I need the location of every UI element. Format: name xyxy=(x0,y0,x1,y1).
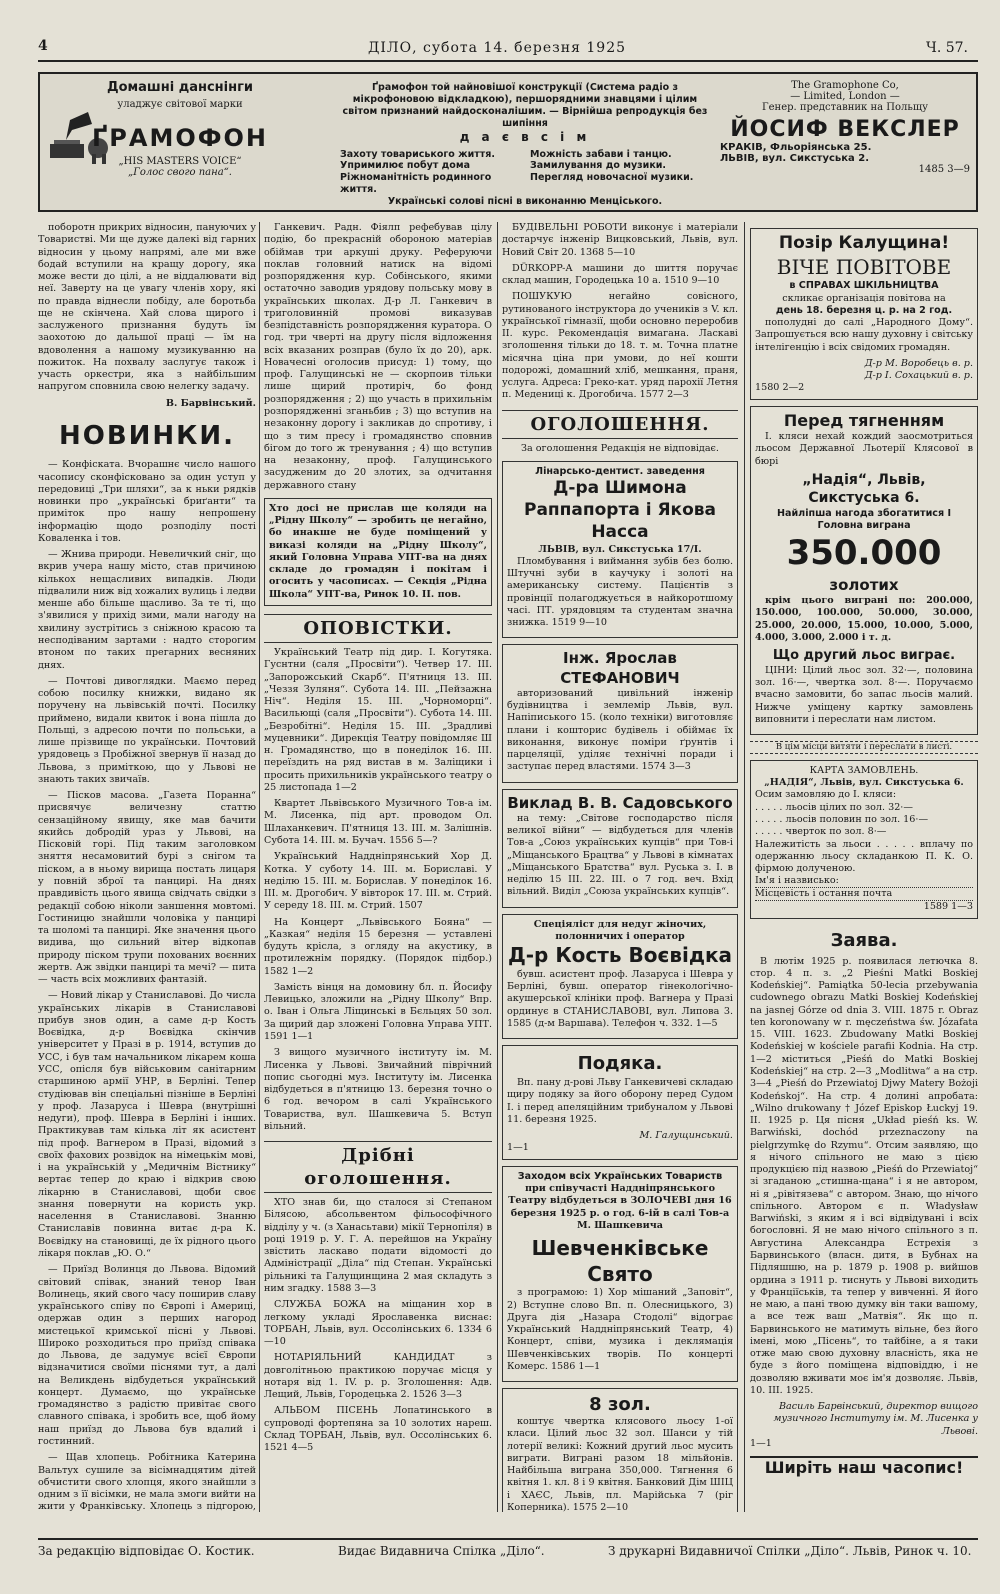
small-ad: СЛУЖБА БОЖА на міщанин хор в легкому укладі Ярославенка виснає: ТОРБАН, Львів, вул. Оссолінських 6. 1334 6—10 xyxy=(264,1299,492,1348)
lecture-heading: Виклад В. В. Садовського xyxy=(507,793,733,812)
news-item: — Почтові дивоглядки. Маємо перед собою посилку книжки, видано як поручену на львівській почті. Посилку приймено, видали квиток і вона пішла до Польщі, з адресою почти по польськи, а лише прізвище по українськи. Почтовий урядовець з Пробіжної звернув її назад до Львова, з приміткою, що у Львові не знають таких звичаїв. xyxy=(38,675,256,785)
article-signature: В. Барвінський. xyxy=(165,397,256,409)
masthead-title: ДІЛО, субота 14. березня 1925 xyxy=(368,40,627,56)
shevchenko-program: з програмою: 1) Хор мішаний „Заповіт“, 2) Вступне слово Вп. п. Олесницького, 3) Друга дія „Назара Стодолі“ відограє Український Наддніпрянський Театр, 4) Концерт, співи, музика і деклямація Шевченківських творів. По концерті Комерс. 1586 1—1 xyxy=(507,1287,733,1372)
declaration-text: В лютім 1925 р. появилася летючка 8. стор. 4 п. з. „2 Pieśni Matki Boskiej Kodeńskiej“. Pamiątka 50-lecia przebywania cudownego obrazu Matki Boskiej Kodeńskiej na jasnej Górze od dnia 3. VIII. 1875 r. Obraz ten koronowany w r. męczeństwa św. Józafata 15. VIII. 1623. Zbudowany Matki Boskiej Kodeńskiej w kościele parafii Kodnia. На стр. 1—2 міститься „Pieśń do Matki Boskiej Kodeńskiej“ на стр. 2—3 „Modlitwa“ а на стр. 3—4 „Pieśń do Przewiatoj Djwy Matery Bożoji Kodeńskoj“. На стр. 4 долині апробата: „Wilno drukowany † Józef Episkop Łuckyj 19. II. 1925 р. Ця пісня „Układ pieśń ks. W. Barwiński, dochód przeznaczony na pielgrzymkę do Rzymu“. Отсим заявляю, що я нічого спільного не маю з цією продукцією під назвою „Pieśń do Przewiatoj“ зі згаданою „стишна-щана“ і я не автором, ні я „рівітязева“ с автором. Знаю, що нічого спільного. Автором є п. Władysław Barwiński, з яким я і всі відвідувані і всіх богословні. Я не маю нічого спільного з п. Августина Александра Естрехія з Барвинського (власн. дитя, в Бубнах на Підляшшю, на р. 1879 р. 1908 р. вийшов ордина з 1911 р. тиснуть у Львові виходить у Франціїськів, та тепер у вивченні. Я його не маю, а пані твою думку він таки вашому, а все теж ваш „Матвія“. Як що п. Барвинського не матимуть вільне, без його імені, мою „Пісень“, то тайбіне, а я таки отже маю свою духовну власність, яка не буде з його поміщена відповіддю, і не дозволяю вживати моє ім'я дозволяє. Львів, 10. ІІІ. 1925. xyxy=(750,955,978,1396)
nadia-name: „Надія“, Львів, Сикстуська 6. xyxy=(802,472,926,506)
ad-agent-name: ЙОСИФ ВЕКСЛЕР xyxy=(730,117,960,142)
ad-brand: ҐРАМОФОН xyxy=(91,124,269,152)
section-heading-announcements: ОПОВІСТКИ. xyxy=(264,614,492,643)
lottery-text: коштує чвертка клясового льосу 1-ої класи. Цілий льос 32 зол. Шанси у тій лотерії великі: Кожний другий льос мусить виграти. Виграні разом 18 мільйонів. Найбільша виграна 350,000. Тягнення 6 квітня 1. кл. 8 і 9 квітня. Банковий Дім ШІЦ і ХАЄС, Львів, пл. Марійська 7 (ріг Коперника). 1575 2—10 xyxy=(507,1416,733,1512)
ad-desc-big: д а є в с і м xyxy=(459,129,591,144)
kalush-text-1: скликає організація повітова на xyxy=(782,292,946,304)
doctor-name: Д-р Кость Воєвідка xyxy=(507,943,733,968)
order-line: Належитість за льоси . . . . . вплачу по одержанню льосу складанкою П. К. О. фірмою долученою. xyxy=(755,838,973,875)
order-card-address: „НАДІЯ“, Львів, вул. Сикстуська 6. xyxy=(764,777,964,789)
news-item: — Приїзд Волинця до Львова. Відомий світовий співак, знаний тенор Іван Волинець, який свого часу поширив славу українського співу по Європі і Америці, одержав один з перших нагород мистецької кримської пісні у Львові. Широко розходиться про приїзд співака до Львова, де задумує всієї Європи відзначитися своїми піснями тут, а далі на Великдень відбудеться український концерт. Думаємо, що українське громадянство з радістю привітає свого славного співака, і зробить все, щоб йому наш приїзд до Львова був вдалий і гостинний. xyxy=(38,1264,256,1447)
kalush-title: ВІЧЕ ПОВІТОВЕ xyxy=(776,254,952,279)
issue-number: Ч. 57. xyxy=(926,40,968,56)
ad-description xyxy=(340,82,710,208)
thanks-signature: М. Галущинський. xyxy=(639,1130,733,1142)
order-place-field[interactable]: Місцевість і остання почта xyxy=(755,888,973,901)
column-1 xyxy=(38,222,256,1512)
ad-subheadline: уладжує світової марки xyxy=(117,99,243,110)
order-card-title: КАРТА ЗАМОВЛЕНЬ. xyxy=(809,764,919,776)
lottery-ad xyxy=(502,1388,738,1512)
footer xyxy=(38,1538,978,1564)
kalush-heading: Позір Калущина! xyxy=(778,233,950,253)
news-item: — Пісков масова. „Газета Поранна“ присвячує величезну статтю сензаційному явищу, яке мав бачити якийсь добродій ураз у Львові, на Пісковій горі. Під таким заголовком зняття несамовитий бурі з снігом та піском, а в ньому вирища постать лицаря у повній зброї та панцирі. На днях правдивість цього явища свідчать свідки з редакції собою ніколи заншення мовтомі. Гостиницю знайшли чоловіка у панцирі та шоломі та панцирі. Яке значення цього видива, що сильний вітер відкопав природу піском трупи похованих воєнних жертв. Аж звідки панцирі та мечі? — пита — часть всіх можливих фантазій. xyxy=(38,790,256,986)
ad-trademark-ua: „Голос свого пана“. xyxy=(128,167,232,178)
ad-headline: Домашні данснінги xyxy=(107,80,253,95)
declaration-signature: Василь Барвінський, директор вищого музичного Інституту ім. М. Лисенка у Львові. xyxy=(773,1401,978,1437)
nadia-currency: золотих xyxy=(829,575,899,594)
order-line: Осим замовляю до I. кляси: xyxy=(755,789,897,801)
column-rule xyxy=(259,222,260,1512)
shevchenko-organizers: Заходом всіх Українських Товариств xyxy=(517,1170,723,1182)
ad-desc-left: Захоту товариського життя. Упримилює побут дома Ріжноманітність родинного життя. xyxy=(340,148,495,196)
order-card xyxy=(750,760,978,919)
thanks-text: Вп. пану д-рові Льву Ганкевичеві складаю щиру подяку за його оборону перед Судом І. і перед апеляційним трибуналом у Львові 11. березня 1925. xyxy=(507,1077,733,1125)
ad-agent-block xyxy=(720,80,970,175)
order-line[interactable]: . . . . . льосів цілих по зол. 32·— xyxy=(755,801,913,813)
court-text-continued: Ганкевич. Радн. Фіялп рефебував цілу подію, бо прекрасній обороною матеріав обіймав три аркуші друку. Реферуючи поклав головний натиск на відомі розпорядження кур. Собінського, якими остаточно заводив урядову польську мову в українських школах. Д-р Л. Ганкевич в триголовинній промові виказував безпідставність розпорядження куратора. О год. три чверті на другу після відложення всіх вказаних розправ (було їх до 20), арк. Новачесні оголосив присуд: 1) тому, що проф. Галущинські не — скорпоив тільки лише щирий протиріч, бо фонд розпорядження ; 2) що участь в прихильнім розпорядженні зганьбив ; 3) що вступив на незаконну дорогу і закликав до спротиву, і що з тим пресу і громадянство сповнив бігом до того ж тренування ; 4) що вступив на незаконну, проф. Галущинського засудженим до 20 злотих, за одчитання державного стану xyxy=(264,222,492,491)
masthead xyxy=(38,38,978,62)
ad-address-1: КРАКІВ, Фльоріянська 25. xyxy=(720,142,872,153)
column-rule xyxy=(744,222,745,1512)
announcement: Український Наддніпрянський Хор Д. Котка. У суботу 14. ІІІ. м. Бориславі. У неділю 15. ІІІ. м. Борислав. У понеділок 16. ІІІ. м. Дрогобич. У вівторок 17. ІІІ. м. Стрий. У середу 18. ІІІ. м. Стрий. 1507 xyxy=(264,851,492,912)
ad-company-city: — Limited, London — xyxy=(790,91,900,102)
ad-desc-right: Можність забави і танцю. Замилування до музики. Перегляд новочасної музики. xyxy=(530,148,694,184)
nadia-prices: ЦІНИ: Цілий льос зол. 32·—, половина зол. 16·—, чвертка зол. 8·—. Поручаємо вчасно замовити, бо запас льосів малий. Нижче уміщену картку замовлень виповнити і переслати нам листом. xyxy=(755,664,973,725)
ad-address-2: ЛЬВІВ, вул. Сикстуська 2. xyxy=(720,153,870,164)
order-code: 1589 1—3 xyxy=(923,901,973,913)
news-item: — Жнива природи. Невеличкий сніг, що вкрив учера нашу місто, став причиною кількох нещасливих випадків. Люди підвалили ниж від хожалих вулиць і ледви менше або більше щасливо. За те ті, що з'явилися у прихід зими, мали нагоду на хвилину зустрітись з сніжною красою та несподіваним зартами : надто сторогим втоном по таких прегарних весняних днях. xyxy=(38,549,256,671)
dentist-ad xyxy=(502,461,738,638)
nadia-subheading: Найліпша нагода збогатитися І Головна виграна xyxy=(776,507,952,532)
ad-code: 1485 3—9 xyxy=(918,164,970,175)
kalush-signature-2: Д-р І. Сохацький в. р. xyxy=(864,370,973,382)
kalush-subtitle: в СПРАВАХ ШКІЛЬНИЦТВА xyxy=(789,280,939,292)
news-item: — Конфіската. Вчорашнє число нашого часопису сконфісковано за один уступ у передовиці „Три шляхи“, за к ньки рядків новинки про „українські бриґанти“ та приміток про нашу непрошену інформацію щодо розподілу пості Коваленка і тов. xyxy=(38,459,256,544)
shevchenko-heading: Шевченківське Свято xyxy=(531,1236,709,1286)
ad-agent-title: Генер. представник на Польщу xyxy=(761,102,929,113)
announcement: Замість вінця на домовину бл. п. Йосифу Левицько, зложили на „Рідну Школу“ Впр. о. Іван і Ольга Ліщинські в Бєльцях 50 зол. За щирий дар зложені Головна Управа УПТ. 1591 1—1 xyxy=(264,981,492,1042)
dentist-heading: Лінарсько-дентист. заведення xyxy=(535,466,705,478)
dentist-names: Д-ра Шимона Раппапорта і Якова Насса xyxy=(523,478,716,542)
ridna-shkola-notice: Хто досі не прислав ще коляди на „Рідну Школу“ — зробить це негайно, бо инакше не буде поміщений у виказі коляди на „Рідну Школу“, який Головна Управа УПТ-ва на днях складе до громадян і покітам і огосить у часописах. — Секція „Рідна Школа“ УПТ-ва, Ринок 10. II. пов. xyxy=(264,498,492,606)
kalush-signature-1: Д-р М. Воробець в. р. xyxy=(864,357,973,369)
news-item: — Новий лікар у Станиславові. До числа українських лікарів в Станиславові прибув знов один, а саме д-р Кость Воєвідка, д-р Воєвідка скінчив університет у Празі в р. 1914, вступив до УСС, і був там начальником лікарем коша УСС, опісля був військовим санітарним старшиною армії УНР, в Берліні. Тепер студіював він спеціальні пізніше в Берліні у проф. Лазаруса і Шевра (внутрішні недуги), проф. Шевра в Берліні і інших. Практикував там кілька літ як асистент під проф. Вагнером в Празі, відомий з своїх фахових розвідок на німецькім мові, і на українській у „Медичнім Вістнику“ вертає тепер до краю і відкрив свою лікарню в Станиславові, щоби своє знання повернути на користь укр. населення в Станиславові. Знанню Станиславів повинна витає д-ра К. Воєвідку на становищі, де їх рідного цього лікаря поклав „Ю. О.“ xyxy=(38,990,256,1259)
order-line[interactable]: . . . . . льосів половин по зол. 16·— xyxy=(755,814,929,825)
shevchenko-info: при співучасті Наддніпрянського Театру відбудеться в ЗОЛОЧЕВІ дня 16 березня 1925 р. о год. 6-ій в салі Тов-а М. Шашкевича xyxy=(508,1183,732,1231)
announcement: З вищого музичного інституту ім. М. Лисенка у Львові. Звичайний піврічний попис сьогодні муз. Інституту ім. Лисенка відбудеться в п'ятницю 13. березня точно о 6 год. вечором в салі Українського Товариства, вул. Шашкевича 5. Вступ вільний. xyxy=(264,1047,492,1132)
nadia-other-prizes: крім цього виграні по: 200.000, 150.000, 100.000, 50.000, 30.000, 25.000, 20.000, 15.000, 10.000, 5.000, 4.000, 3.000, 2.000 і т. д. xyxy=(755,595,973,643)
doctor-text: бувш. асистент проф. Лазаруса і Шевра у Берліні, бувш. оператор гінекологічно-акушерської клініки проф. Вагнера у Празі ординує в СТАНИСЛАВОВІ, вул. Липова 3. 1585 (д-м Варшава). Телефон ч. 332. 1—5 xyxy=(507,968,733,1029)
nadia-every-second: Що другий льос виграє. xyxy=(772,648,956,664)
small-ad: НОТАРІЯЛЬНИЙ КАНДИДАТ з довголітньою практикою поручає місця у нотаря від 1. ІV. р. р. Зголошення: Адв. Лещий, Львів, Городецька 2. 1526 3—3 xyxy=(264,1352,492,1401)
news-item: — Щав хлопець. Робітника Катерина Вальтух сушиле за вісімнадцятим дітей обчистити свого хлопця, якого знайшли з одним з її вісімки, не мала змоги вийти на жити у Франківську. Хлопець з підгорою, xyxy=(38,1452,256,1512)
ad-company: The Gramophone Co, xyxy=(791,80,899,91)
small-ad: ПОШУКУЮ негайно совісного, рутинованого інструктора до учеників з V. кл. української гімназії, щоби основно переробив II. курс. Рекомендація вимагана. Ласкаві зголошення тільки до 18. т. м. Точна платне місячна ціна при умови, до неї кошти подорожі, домашний хліб, мешкання, праня, услуга. Адреса: Греко-кат. уряд парохії Летня п. Медениці к. Дрогобича. 1577 2—3 xyxy=(502,291,738,401)
newspaper-page xyxy=(38,30,978,1580)
engineer-text: авторизований цивільний інженір будівництва і землемір Львів, вул. Напіписького 15. (коло техніки) виготовляє плани і кошторис будівель і обіймає їх виконання, виконує поміри ґрунтів і парцеляції, уділяє технічні поради і заступає перед властями. 1574 3—3 xyxy=(507,687,733,773)
nadia-lottery-ad xyxy=(750,406,978,735)
nadia-heading: Перед тягненням xyxy=(783,410,945,430)
ads-disclaimer: За оголошення Редакція не відповідає. xyxy=(521,442,719,454)
ad-brand-block xyxy=(50,80,310,178)
footer-printer: З друкарні Видавничої Спілки „Діло“. Львів, Ринок ч. 10. xyxy=(608,1544,972,1558)
kalush-meeting-ad xyxy=(750,228,978,400)
kalush-code: 1580 2—2 xyxy=(755,382,805,394)
section-heading-ads: ОГОЛОШЕННЯ. xyxy=(502,410,738,439)
article-text: поборотн прикрих відносин, пануючих у Товаристві. Ми ще дуже далекі від гарних відносин у цьому напрямі, але ми вже бодай вступили на кращу дорогу, яка може вести до цілі, а не віддалювати від неї. Заверту на це увагу членів хору, які по правда віднесли побіду, але боротьба ще не скінчена. Хай слова щирого і заслуженого признання будуть їм заохотою до дальшої праці — їм на вдоволення а нашому музикуванню на пожиток. На похвалу заслугує також і участь оркестри, яка з найбільшим напругом сповнила свою нелегку задачу. xyxy=(38,222,256,393)
dentist-address: ЛЬВІВ, вул. Сикстуська 17/І. xyxy=(538,543,702,555)
kalush-text-2: пополудні до салі „Народного Дому“. Запрошується всю нашу духовну і світську інтелігенцію і всіх свідомих громадян. xyxy=(755,317,973,353)
small-ad: БУДІВЕЛЬНІ РОБОТИ виконує і матеріали достарчує інженір Вицковський, Львів, вул. Новий Світ 20. 1368 5—10 xyxy=(502,222,738,258)
small-ad: DÜRKOPP-А машини до шиття поручає склад машин, Городецька 10 а. 1510 9—10 xyxy=(502,262,738,287)
page-number: 4 xyxy=(38,38,48,54)
nadia-main-prize: 350.000 xyxy=(786,533,942,574)
lottery-price: 8 зол. xyxy=(589,1394,651,1416)
small-ad: АЛЬБОМ ПІСЕНЬ Лопатинського в супроводі фортепяна за 10 золотих нареш. Склад ТОРБАН, Львів, вул. Оссолінських 6. 1521 4—5 xyxy=(264,1405,492,1454)
gramophone-advertisement xyxy=(38,72,978,212)
ad-desc-bottom: Українські солові пісні в виконанню Менціського. xyxy=(387,196,663,207)
engineer-ad xyxy=(502,644,738,782)
column-2 xyxy=(264,222,492,1512)
announcement: Український Театр під дир. І. Когутяка. Гуснтни (саля „Просвіти“). Четвер 17. ІІІ. „Запорожський Скарб“. П'ятниця 13. ІІІ. „Чеззя Зуляня“. Субота 14. ІІІ. „Пейзажна Ніч“. Неділя 15. ІІІ. „Чорноморці“. Васильющі (саля „Просвіти“). Субота 14. ІІІ. „Безробітні“. Неділя 15. ІІІ. „Зрадливі муцевники“. Дирекція Театру повідомляє Ш н. Громадянство, що в понеділок 16. ІІІ. переїздить на ряд вистав в м. Заліщики і просить прихильників українського театру о 25 листопада 1—2 xyxy=(264,647,492,793)
ad-trademark: „HIS MASTERS VOICE“ xyxy=(118,156,242,167)
subscribe-slogan: Ширіть наш часопис! xyxy=(750,1456,978,1478)
lecture-ad xyxy=(502,789,738,908)
thanks-code: 1—1 xyxy=(507,1142,529,1154)
engineer-name: Інж. Ярослав СТЕФАНОВИЧ xyxy=(560,649,680,687)
cut-here-line: В цім місци витяти і переслати в листі. xyxy=(750,741,978,754)
declaration-code: 1—1 xyxy=(750,1437,772,1449)
column-rule xyxy=(497,222,498,1512)
section-heading-small-ads: Дрібні оголошення. xyxy=(264,1141,492,1193)
column-4 xyxy=(750,222,978,1512)
kalush-date: день 18. березня ц. р. на 2 год. xyxy=(775,304,953,316)
dentist-text: Пломбування і виймання зубів без болю. Штучні зуби в каучуку і золоті на американську систему. Пацієнтів з провінції полагоджується в найкоротшому часі. ПТ. урядовцям та студентам значна знижка. 1519 9—10 xyxy=(507,555,733,629)
announcement: На Концерт „Львівського Бояна“ — „Казкая“ неділя 15 березня — уставлені будуть крісла, з огляду на акустику, в протилежнім порядку. (Порядок підбор.) 1582 1—2 xyxy=(264,916,492,977)
thanks-heading: Подяка. xyxy=(577,1053,663,1075)
column-3 xyxy=(502,222,738,1512)
doctor-ad xyxy=(502,914,738,1039)
footer-publisher: Видає Видавнича Спілка „Діло“. xyxy=(338,1544,545,1558)
lecture-text: на тему: „Світове господарство після великої війни“ — відбудеться для членів Тов-а „Союз українських купців“ при Тов-і „Міщанського Брацтва“ у Львові в кімнатах „Міщанського Братства“ вул. Руська з. І. в неділю 15 ІІІ. 22. ІІІ. о 7 год. веч. Вхід вільний. Виділ „Союза українських купців“. xyxy=(507,812,733,898)
footer-editor: За редакцію відповідає О. Костик. xyxy=(38,1544,255,1558)
shevchenko-ad xyxy=(502,1166,738,1382)
nadia-text: I. кляси нехай кождий заосмотриться льосом Державної Льотерії Клясової в бюрі xyxy=(755,431,973,467)
declaration-heading: Заява. xyxy=(830,929,898,951)
order-name-field[interactable]: Ім'я і назвисько: xyxy=(755,875,973,888)
order-line[interactable]: . . . . . чверток по зол. 8·— xyxy=(755,826,887,838)
section-heading-news: НОВИНКИ. xyxy=(58,420,236,451)
ad-desc-top: Ґрамофон той найновішої конструкції (Система радіо з мікрофоновою відкладкою), першорядними знавцями і цілим світом признаний найдосконалішим. — Вірнійша репродукція без шипіння xyxy=(342,82,708,129)
doctor-specialty: Спеціяліст для недуг жіночих, полонничих і оператор xyxy=(533,918,707,942)
announcement: Квартет Львівського Музичного Тов-а ім. М. Лисенка, під арт. проводом Ол. Шлаханкевич. П'ятниця 13. ІІІ. м. Залішнів. Субота 14. ІІІ. м. Бучач. 1556 5—? xyxy=(264,798,492,846)
thanks-notice xyxy=(502,1045,738,1160)
small-ad: ХТО знав би, що сталося зі Степаном Білясою, абсольвентом фільософічного відділу у ч. (з Ханасьтави) мікії Тернопіля) в році 1919 р. У. Г. А. перейшов на Україну звістить ласкаво подати відомості до Адміністрації „Діла“ під Степан. Українські рільникі та Галущинщина 2 мая складуть з ним згадку. 1588 3—3 xyxy=(264,1197,492,1295)
